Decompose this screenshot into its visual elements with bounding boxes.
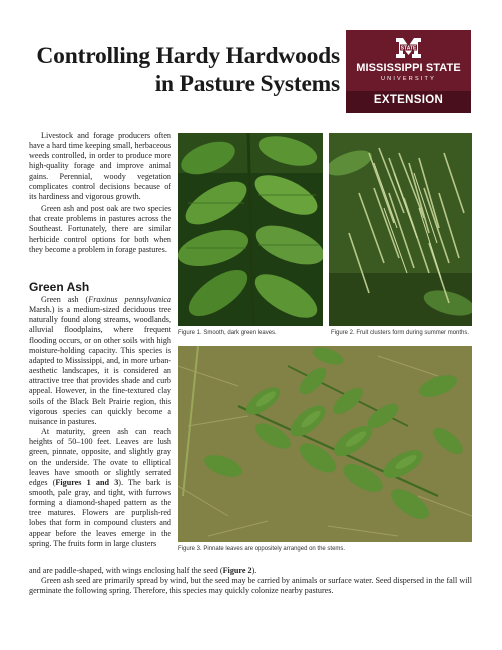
full-width-text	[29, 566, 472, 596]
figure-reference-2: Figure 2	[222, 566, 252, 575]
green-ash-paragraph-2	[29, 427, 171, 549]
figure-1-photo	[178, 133, 323, 326]
latin-name: Fraxinus pennsylvanica	[88, 295, 171, 304]
p2-wide-end: ).	[251, 566, 257, 575]
page-title	[22, 42, 340, 98]
figure-3-photo	[178, 346, 472, 542]
green-ash-paragraph-1	[29, 295, 171, 427]
logo-name: MISSISSIPPI STATE	[356, 62, 461, 74]
p1-lead: Green ash (	[41, 295, 89, 304]
logo-university: UNIVERSITY	[380, 76, 436, 82]
intro-paragraph-2: Green ash and post oak are two species that create problems in pastures across the Southeast. Fortunately, there are similar herbicide control options for both when they become a problem in forage pastures.	[29, 204, 171, 254]
figure-reference: Figures 1 and 3	[55, 477, 119, 487]
green-ash-paragraph-2-continued	[29, 566, 472, 576]
logo-extension: EXTENSION	[373, 94, 444, 106]
p1-rest: Marsh.) is a medium-sized deciduous tree naturally found along streams, woodlands, alluvial floodplains, where frequent flooding occurs, or on other soils with high moisture-holding capacity. This species is adapted to Mississippi, and, in more urban-aesthetic landscapes, it is considered an attractive tree that provides shade and curb appeal. However, in the fine-textured clay soils of the Black Belt Prairie region, this vigorous species can quickly become a nuisance in pastures.	[29, 305, 171, 426]
p2-part-a: At maturity, green ash can reach heights of 50–100 feet. Leaves are lush green, pinnate, opposite, and slightly gray on the underside. The ovate to elliptical leaves have smooth or slightly serrated edges (	[29, 427, 171, 487]
msu-emblem-icon	[394, 36, 423, 60]
figure-3-caption: Figure 3. Pinnate leaves are oppositely arranged on the stems.	[178, 546, 346, 552]
msu-extension-logo	[346, 30, 471, 113]
title-line-1: Controlling Hardy Hardwoods	[36, 43, 340, 69]
figure-1-caption: Figure 1. Smooth, dark green leaves.	[178, 330, 277, 336]
green-ash-paragraph-3: Green ash seed are primarily spread by wind, but the seed may be carried by animals or surface water. Seed dispersed in the fall will germinate the following spring. Therefore, this species may quickly colonize nearby pastures.	[29, 576, 472, 596]
intro-text	[29, 131, 171, 255]
section-heading: Green Ash	[29, 280, 90, 294]
p2-wide: and are paddle-shaped, with wings enclosing half the seed (	[29, 566, 223, 575]
p2-part-b: ). The bark is smooth, pale gray, and tight, with furrows forming a diamond-shaped pattern as the tree matures. Flowers are purplish-red lobes that form in compound clusters and appear before the leaves emerge in the spring. The fruits form in large clusters	[29, 477, 171, 548]
intro-paragraph-1: Livestock and forage producers often have a hard time keeping small, herbaceous weeds controlled, in order to produce more high-quality forage and improve animal gains. Perennial, woody vegetation complicates control decisions because of its hardiness and vigorous growth.	[29, 131, 171, 201]
figure-2-caption: Figure 2. Fruit clusters form during summer months.	[331, 330, 470, 336]
green-ash-text	[29, 295, 171, 549]
figure-2-photo	[329, 133, 472, 326]
logo-extension-band	[346, 91, 471, 113]
svg-text:STATE: STATE	[400, 45, 417, 52]
title-line-2: in Pasture Systems	[154, 71, 340, 97]
